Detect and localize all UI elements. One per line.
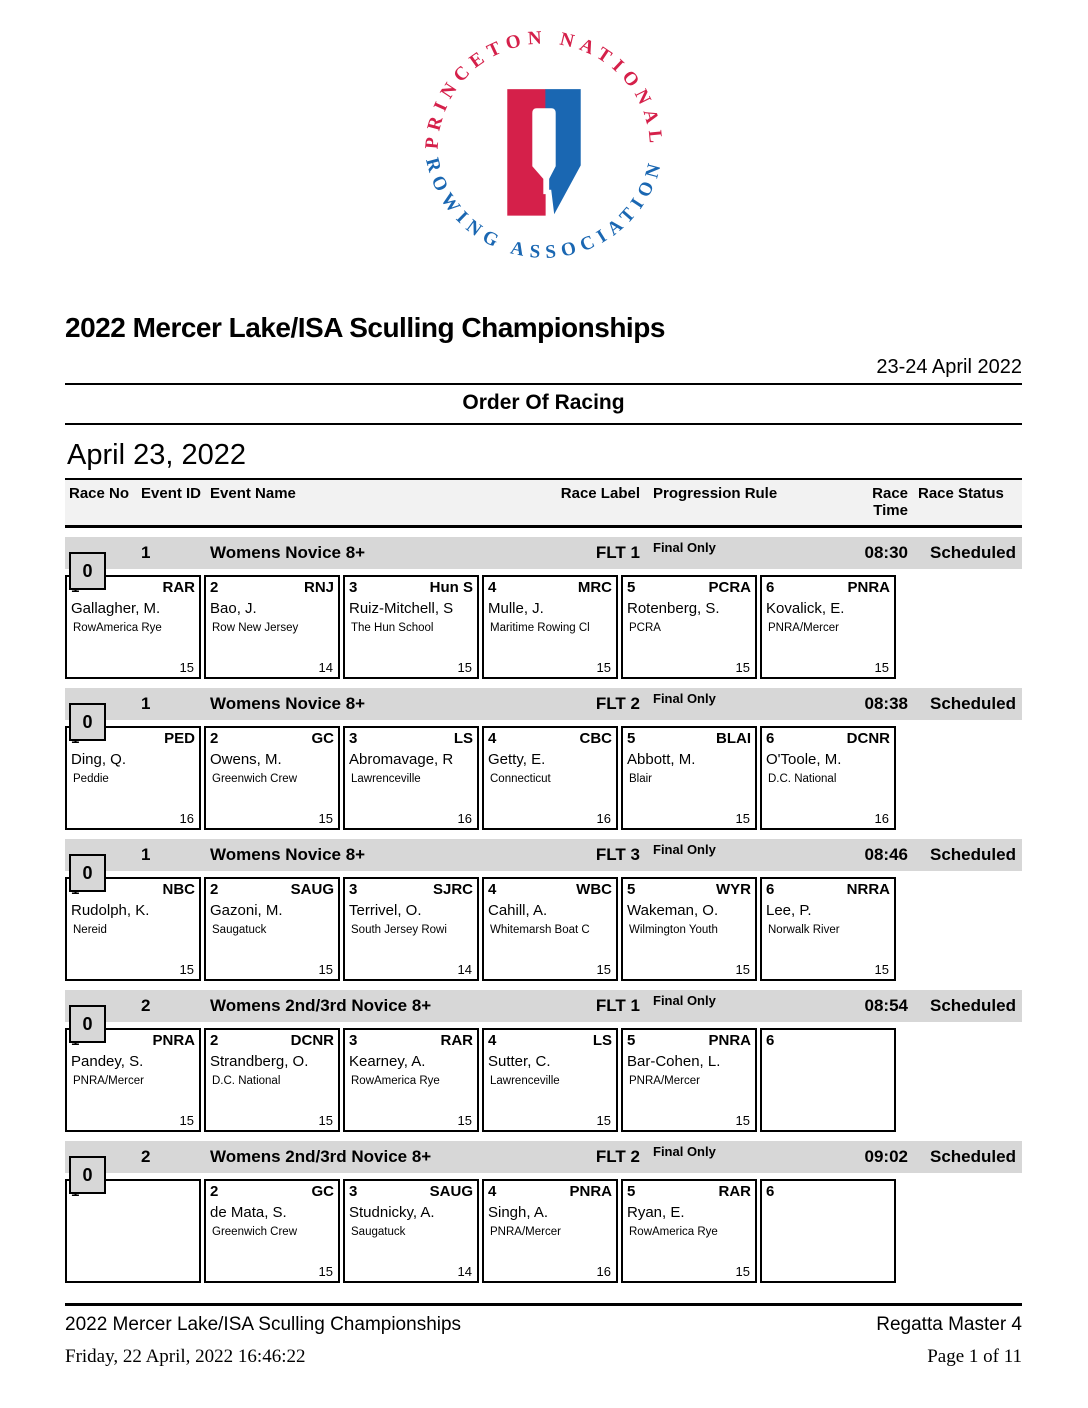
- entry-count: 16: [457, 811, 472, 826]
- athlete-name: Owens, M.: [210, 751, 282, 768]
- regatta-date-range: 23-24 April 2022: [876, 356, 1022, 378]
- race-number-box: 0: [69, 552, 106, 590]
- logo-arc-top-text: PRINCETON NATIONAL: [421, 27, 666, 150]
- lane-card: [204, 575, 340, 679]
- entry-count: 14: [457, 962, 472, 977]
- race-block: [65, 688, 1022, 830]
- lane-row: [65, 1028, 1022, 1132]
- race-time: 08:46: [864, 845, 908, 864]
- club-code: DCNR: [290, 1032, 334, 1049]
- club-code: RAR: [718, 1183, 751, 1200]
- lane-card: [65, 726, 201, 830]
- race-block: [65, 537, 1022, 679]
- event-name: Womens 2nd/3rd Novice 8+: [210, 1147, 432, 1166]
- athlete-name: de Mata, S.: [210, 1204, 287, 1221]
- lane-card: [482, 726, 618, 830]
- lane-number: 6: [766, 1183, 775, 1200]
- athlete-name: Singh, A.: [488, 1204, 549, 1221]
- club-name: South Jersey Rowi: [351, 924, 447, 936]
- club-code: SAUG: [290, 881, 334, 898]
- col-race-label: Race Label: [560, 485, 640, 502]
- event-name: Womens Novice 8+: [210, 543, 366, 562]
- race-header-row: [65, 839, 1022, 883]
- logo-area: [65, 0, 1022, 302]
- progression-rule: Final Only: [653, 540, 716, 555]
- club-code: WYR: [716, 881, 751, 898]
- lane-number: 2: [210, 579, 219, 596]
- club-name: Peddie: [73, 773, 109, 785]
- footer-software: Regatta Master 4: [876, 1314, 1022, 1335]
- col-progression: Progression Rule: [653, 485, 778, 502]
- lane-number: 4: [488, 881, 497, 898]
- race-list: [65, 537, 1022, 1283]
- lane-card: [343, 575, 479, 679]
- club-name: Greenwich Crew: [212, 1226, 297, 1238]
- lane-number: 5: [627, 730, 636, 747]
- entry-count: 15: [457, 1113, 472, 1128]
- lane-row: [65, 726, 1022, 830]
- lane-card: [760, 1028, 896, 1132]
- lane-row: [65, 575, 1022, 679]
- club-code: CBC: [579, 730, 612, 747]
- race-header-row: [65, 990, 1022, 1034]
- race-status: Scheduled: [930, 694, 1016, 713]
- entry-count: 16: [596, 1264, 611, 1279]
- event-id: 2: [141, 1147, 151, 1166]
- lane-card: [482, 1179, 618, 1283]
- club-name: Blair: [629, 773, 653, 785]
- lane-number: 2: [210, 730, 219, 747]
- club-name: RowAmerica Rye: [629, 1226, 718, 1238]
- club-code: PCRA: [708, 579, 751, 596]
- athlete-name: Rudolph, K.: [71, 902, 150, 919]
- event-id: 1: [141, 694, 151, 713]
- athlete-name: Bao, J.: [210, 600, 257, 617]
- lane-card: [760, 575, 896, 679]
- athlete-name: Pandey, S.: [71, 1053, 144, 1070]
- club-name: Saugatuck: [351, 1226, 406, 1238]
- athlete-name: Cahill, A.: [488, 902, 548, 919]
- club-code: Hun S: [429, 579, 473, 596]
- athlete-name: Rotenberg, S.: [627, 600, 720, 617]
- table-column-header: [65, 478, 1022, 528]
- race-header-row: [65, 1141, 1022, 1185]
- club-name: PCRA: [629, 622, 661, 634]
- entry-count: 15: [596, 962, 611, 977]
- club-name: Connecticut: [490, 773, 551, 785]
- club-code: MRC: [577, 579, 612, 596]
- club-code: LS: [592, 1032, 612, 1049]
- lane-number: 6: [766, 1032, 775, 1049]
- race-block: [65, 839, 1022, 981]
- lane-number: 2: [210, 1032, 219, 1049]
- athlete-name: Abbott, M.: [627, 751, 696, 768]
- club-name: Greenwich Crew: [212, 773, 297, 785]
- entry-count: 15: [179, 660, 194, 675]
- club-name: Whitemarsh Boat C: [490, 924, 590, 936]
- lane-row: [65, 1179, 1022, 1283]
- athlete-name: Getty, E.: [488, 751, 546, 768]
- lane-card: [343, 877, 479, 981]
- document-subtitle: Order Of Racing: [65, 383, 1022, 425]
- race-status: Scheduled: [930, 1147, 1016, 1166]
- lane-card: [204, 1179, 340, 1283]
- lane-card: [482, 1028, 618, 1132]
- lane-number: 5: [627, 579, 636, 596]
- athlete-name: Mulle, J.: [488, 600, 544, 617]
- entry-count: 15: [457, 660, 472, 675]
- club-code: PNRA: [708, 1032, 751, 1049]
- club-name: PNRA/Mercer: [768, 622, 839, 634]
- race-time: 08:54: [864, 996, 908, 1015]
- pnra-logo: [408, 10, 680, 288]
- lane-card: [343, 1179, 479, 1283]
- athlete-name: Gallagher, M.: [71, 600, 161, 617]
- entry-count: 15: [318, 962, 333, 977]
- club-code: GC: [311, 1183, 334, 1200]
- lane-number: 4: [488, 730, 497, 747]
- col-event-name: Event Name: [210, 485, 296, 502]
- col-race-time: Race Time: [872, 485, 908, 519]
- race-number-box: 0: [69, 1156, 106, 1194]
- athlete-name: Lee, P.: [766, 902, 812, 919]
- lane-row: [65, 877, 1022, 981]
- entry-count: 15: [874, 660, 889, 675]
- event-id: 2: [141, 996, 151, 1015]
- club-name: RowAmerica Rye: [351, 1075, 440, 1087]
- club-code: PNRA: [569, 1183, 612, 1200]
- club-name: Lawrenceville: [351, 773, 421, 785]
- race-block: [65, 1141, 1022, 1283]
- entry-count: 15: [596, 660, 611, 675]
- club-name: D.C. National: [212, 1075, 281, 1087]
- race-label: FLT 3: [595, 845, 640, 864]
- entry-count: 15: [735, 811, 750, 826]
- lane-number: 3: [349, 1183, 358, 1200]
- lane-number: 5: [627, 1032, 636, 1049]
- entry-count: 16: [596, 811, 611, 826]
- progression-rule: Final Only: [653, 1144, 716, 1159]
- entry-count: 16: [179, 811, 194, 826]
- club-code: PNRA: [152, 1032, 195, 1049]
- footer-generated-timestamp: Friday, 22 April, 2022 16:46:22: [65, 1346, 306, 1367]
- lane-card: [65, 1179, 201, 1283]
- day-heading: April 23, 2022: [67, 439, 246, 471]
- club-code: NRRA: [846, 881, 890, 898]
- entry-count: 15: [596, 1113, 611, 1128]
- club-name: The Hun School: [351, 622, 434, 634]
- athlete-name: Ding, Q.: [71, 751, 127, 768]
- athlete-name: Studnicky, A.: [349, 1204, 435, 1221]
- athlete-name: Abromavage, R: [349, 751, 454, 768]
- athlete-name: Bar-Cohen, L.: [627, 1053, 721, 1070]
- club-name: Row New Jersey: [212, 622, 299, 634]
- athlete-name: Terrivel, O.: [349, 902, 422, 919]
- progression-rule: Final Only: [653, 842, 716, 857]
- athlete-name: O'Toole, M.: [766, 751, 842, 768]
- lane-number: 6: [766, 881, 775, 898]
- entry-count: 15: [318, 811, 333, 826]
- athlete-name: Kearney, A.: [349, 1053, 426, 1070]
- entry-count: 15: [179, 962, 194, 977]
- entry-count: 15: [318, 1113, 333, 1128]
- entry-count: 15: [735, 660, 750, 675]
- lane-card: [621, 1028, 757, 1132]
- race-number-box: 0: [69, 703, 106, 741]
- lane-number: 3: [349, 579, 358, 596]
- entry-count: 15: [179, 1113, 194, 1128]
- entry-count: 14: [457, 1264, 472, 1279]
- lane-card: [482, 877, 618, 981]
- club-name: RowAmerica Rye: [73, 622, 162, 634]
- lane-number: 4: [488, 1183, 497, 1200]
- club-code: RAR: [440, 1032, 473, 1049]
- lane-number: 5: [627, 1183, 636, 1200]
- entry-count: 14: [318, 660, 333, 675]
- event-id: 1: [141, 845, 151, 864]
- athlete-name: Kovalick, E.: [766, 600, 845, 617]
- race-status: Scheduled: [930, 845, 1016, 864]
- lane-card: [621, 1179, 757, 1283]
- lane-card: [343, 726, 479, 830]
- lane-number: 4: [488, 579, 497, 596]
- lane-card: [343, 1028, 479, 1132]
- lane-card: [482, 575, 618, 679]
- club-code: RNJ: [303, 579, 334, 596]
- col-event-id: Event ID: [141, 485, 202, 502]
- entry-count: 16: [874, 811, 889, 826]
- lane-card: [65, 575, 201, 679]
- club-name: Nereid: [73, 924, 107, 936]
- col-race-no: Race No: [69, 485, 130, 502]
- race-label: FLT 1: [595, 996, 640, 1015]
- lane-card: [204, 1028, 340, 1132]
- club-code: SJRC: [432, 881, 473, 898]
- club-name: PNRA/Mercer: [73, 1075, 144, 1087]
- lane-card: [621, 877, 757, 981]
- event-name: Womens 2nd/3rd Novice 8+: [210, 996, 432, 1015]
- lane-number: 6: [766, 730, 775, 747]
- entry-count: 15: [874, 962, 889, 977]
- entry-count: 15: [735, 1113, 750, 1128]
- athlete-name: Wakeman, O.: [627, 902, 719, 919]
- event-id: 1: [141, 543, 151, 562]
- lane-card: [760, 1179, 896, 1283]
- club-name: Lawrenceville: [490, 1075, 560, 1087]
- logo-p-oar-emblem: [507, 89, 580, 215]
- footer-event-title: 2022 Mercer Lake/ISA Sculling Championships: [65, 1314, 462, 1335]
- athlete-name: Strandberg, O.: [210, 1053, 309, 1070]
- lane-card: [204, 877, 340, 981]
- entry-count: 15: [735, 962, 750, 977]
- lane-number: 3: [349, 1032, 358, 1049]
- lane-card: [760, 726, 896, 830]
- lane-number: 3: [349, 881, 358, 898]
- race-label: FLT 2: [595, 1147, 640, 1166]
- lane-card: [621, 575, 757, 679]
- club-code: PED: [164, 730, 195, 747]
- lane-card: [65, 1028, 201, 1132]
- race-header-row: [65, 688, 1022, 732]
- lane-card: [204, 726, 340, 830]
- club-code: LS: [453, 730, 473, 747]
- event-name: Womens Novice 8+: [210, 845, 366, 864]
- col-race-status: Race Status: [918, 485, 1004, 502]
- club-name: Saugatuck: [212, 924, 267, 936]
- lane-number: 2: [210, 881, 219, 898]
- club-name: Wilmington Youth: [629, 924, 718, 936]
- club-code: NBC: [162, 881, 195, 898]
- club-code: BLAI: [716, 730, 751, 747]
- athlete-name: Gazoni, M.: [210, 902, 283, 919]
- club-code: GC: [311, 730, 334, 747]
- lane-number: 6: [766, 579, 775, 596]
- lane-number: 5: [627, 881, 636, 898]
- club-name: PNRA/Mercer: [490, 1226, 561, 1238]
- lane-number: 2: [210, 1183, 219, 1200]
- club-code: WBC: [576, 881, 612, 898]
- lane-number: 3: [349, 730, 358, 747]
- club-name: Norwalk River: [768, 924, 840, 936]
- club-name: PNRA/Mercer: [629, 1075, 700, 1087]
- page: [65, 0, 1022, 1283]
- athlete-name: Ruiz-Mitchell, S: [349, 600, 454, 617]
- entry-count: 15: [318, 1264, 333, 1279]
- race-block: [65, 990, 1022, 1132]
- club-name: D.C. National: [768, 773, 837, 785]
- document-title: 2022 Mercer Lake/ISA Sculling Championships: [65, 312, 665, 343]
- race-time: 09:02: [864, 1147, 908, 1166]
- lane-card: [760, 877, 896, 981]
- page-footer: [65, 1303, 1022, 1368]
- club-code: PNRA: [847, 579, 890, 596]
- race-number-box: 0: [69, 1005, 106, 1043]
- club-name: Maritime Rowing Cl: [490, 622, 590, 634]
- race-label: FLT 2: [595, 694, 640, 713]
- race-time: 08:38: [864, 694, 908, 713]
- lane-card: [65, 877, 201, 981]
- lane-card: [621, 726, 757, 830]
- footer-page-number: Page 1 of 11: [927, 1346, 1022, 1367]
- race-label: FLT 1: [595, 543, 640, 562]
- entry-count: 15: [735, 1264, 750, 1279]
- athlete-name: Sutter, C.: [488, 1053, 551, 1070]
- athlete-name: Ryan, E.: [627, 1204, 685, 1221]
- race-header-row: [65, 537, 1022, 581]
- progression-rule: Final Only: [653, 691, 716, 706]
- event-name: Womens Novice 8+: [210, 694, 366, 713]
- lane-number: 4: [488, 1032, 497, 1049]
- club-code: DCNR: [846, 730, 890, 747]
- race-number-box: 0: [69, 854, 106, 892]
- logo-arc-bottom-text: ROWING ASSOCIATION: [420, 155, 667, 264]
- club-code: RAR: [162, 579, 195, 596]
- race-time: 08:30: [864, 543, 908, 562]
- race-status: Scheduled: [930, 543, 1016, 562]
- race-status: Scheduled: [930, 996, 1016, 1015]
- club-code: SAUG: [429, 1183, 473, 1200]
- progression-rule: Final Only: [653, 993, 716, 1008]
